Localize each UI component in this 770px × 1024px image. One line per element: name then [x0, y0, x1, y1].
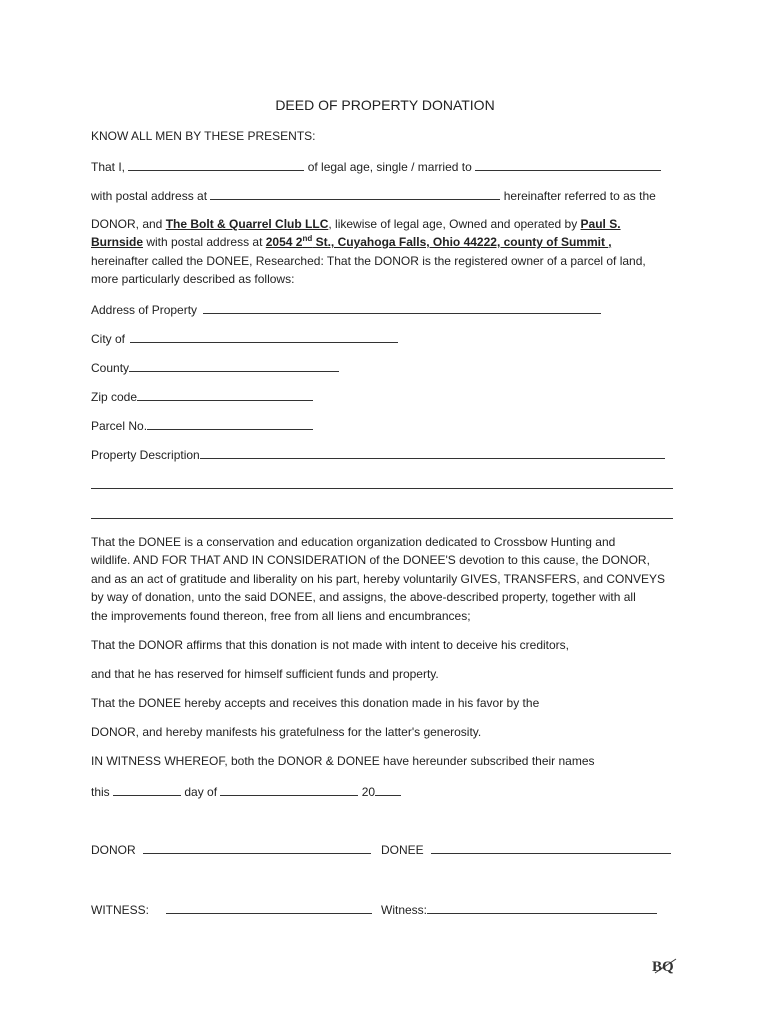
witness2-label: Witness: — [381, 903, 428, 917]
year-prefix: 20 — [358, 785, 376, 799]
day-of-label: day of — [181, 785, 221, 799]
donee-address — [266, 235, 612, 249]
document-title: DEED OF PROPERTY DONATION — [275, 97, 495, 113]
svg-text:BQ: BQ — [652, 959, 674, 975]
address-comma: , — [608, 235, 612, 249]
witness2-blank[interactable] — [427, 902, 657, 914]
referred-label: hereinafter referred to as the — [500, 189, 656, 203]
city-blank[interactable] — [130, 331, 398, 343]
donor-signature-label: DONOR — [91, 843, 136, 857]
owner-last-name: Burnside — [91, 235, 144, 249]
affirm-line-1: That the DONOR affirms that this donation is not made with intent to deceive his creditors, — [91, 638, 570, 652]
donee-signature-label: DONEE — [381, 843, 424, 857]
donor-signature-blank[interactable] — [143, 842, 371, 854]
donee-line-4: more particularly described as follows: — [91, 272, 295, 286]
property-address-field — [91, 302, 601, 318]
witness2-signature — [381, 902, 657, 918]
description-field — [91, 447, 665, 463]
donor-and-text: DONOR, and — [91, 217, 166, 231]
county-field — [91, 360, 339, 376]
description-line-2[interactable] — [91, 488, 673, 489]
owned-by-text: , likewise of legal age, Owned and operated by — [328, 217, 581, 231]
accept-line-1: That the DONEE hereby accepts and receives this donation made in his favor by the — [91, 696, 540, 710]
witness1-signature — [91, 902, 372, 918]
para-line-1: That the DONEE is a conservation and education organization dedicated to Crossbow Hunting and — [91, 535, 616, 549]
donee-line-2 — [91, 235, 612, 250]
donee-postal-label: with postal address at — [143, 235, 266, 249]
description-line-3[interactable] — [91, 518, 673, 519]
postal-address-label: with postal address at — [91, 189, 211, 203]
donee-signature-blank[interactable] — [431, 842, 671, 854]
para-line-3: and as an act of gratitude and liberality on his part, hereby voluntarily GIVES, TRANSFERS, and CONVEYS — [91, 572, 666, 586]
address-number: 2054 2 — [265, 235, 303, 249]
description-label: Property Description — [91, 448, 200, 462]
para-line-4: by way of donation, unto the said DONEE, and assigns, the above-described property, together with all — [91, 590, 636, 604]
accept-line-2: DONOR, and hereby manifests his gratefulness for the latter's generosity. — [91, 725, 482, 739]
zip-blank[interactable] — [137, 389, 313, 401]
property-address-label: Address of Property — [91, 303, 198, 317]
donor-address-blank[interactable] — [210, 188, 500, 200]
zip-field — [91, 389, 313, 405]
day-blank[interactable] — [113, 784, 181, 796]
address-rest: St., Cuyahoga Falls, Ohio 44222, county of Summit — [312, 235, 609, 249]
parcel-field — [91, 418, 313, 434]
club-name: The Bolt & Quarrel Club LLC — [165, 217, 329, 231]
city-field — [91, 331, 398, 347]
month-blank[interactable] — [220, 784, 358, 796]
donee-signature — [381, 842, 671, 858]
donor-signature — [91, 842, 371, 858]
zip-label: Zip code — [91, 390, 138, 404]
this-label: this — [91, 785, 114, 799]
parcel-blank[interactable] — [147, 418, 313, 430]
intro-line: KNOW ALL MEN BY THESE PRESENTS: — [91, 129, 316, 143]
county-blank[interactable] — [129, 360, 339, 372]
spouse-name-blank[interactable] — [475, 159, 661, 171]
city-label: City of — [91, 332, 126, 346]
property-address-blank[interactable] — [203, 302, 601, 314]
witness1-label: WITNESS: — [91, 903, 150, 917]
donor-name-blank[interactable] — [128, 159, 304, 171]
donor-name-line — [91, 159, 661, 175]
para-line-5: the improvements found thereon, free from all liens and encumbrances; — [91, 609, 471, 623]
owner-first-name: Paul S. — [580, 217, 621, 231]
county-label: County — [91, 361, 130, 375]
para-line-2: wildlife. AND FOR THAT AND IN CONSIDERATION of the DONEE'S devotion to this cause, the DONOR, — [91, 553, 650, 567]
donee-line-3: hereinafter called the DONEE, Researched: That the DONOR is the registered owner of a parcel of land, — [91, 254, 646, 268]
donor-address-line — [91, 188, 656, 204]
marital-label: of legal age, single / married to — [304, 160, 476, 174]
year-blank[interactable] — [375, 784, 401, 796]
witness1-blank[interactable] — [166, 902, 372, 914]
donee-line-1 — [91, 217, 621, 232]
bq-logo-icon — [652, 956, 678, 976]
parcel-label: Parcel No. — [91, 419, 148, 433]
donor-name-label: That I, — [91, 160, 129, 174]
description-blank[interactable] — [200, 447, 665, 459]
affirm-line-2: and that he has reserved for himself sufficient funds and property. — [91, 667, 439, 681]
address-superscript: nd — [302, 234, 313, 243]
date-line — [91, 784, 401, 800]
witness-whereof-line: IN WITNESS WHEREOF, both the DONOR & DONEE have hereunder subscribed their names — [91, 754, 595, 768]
